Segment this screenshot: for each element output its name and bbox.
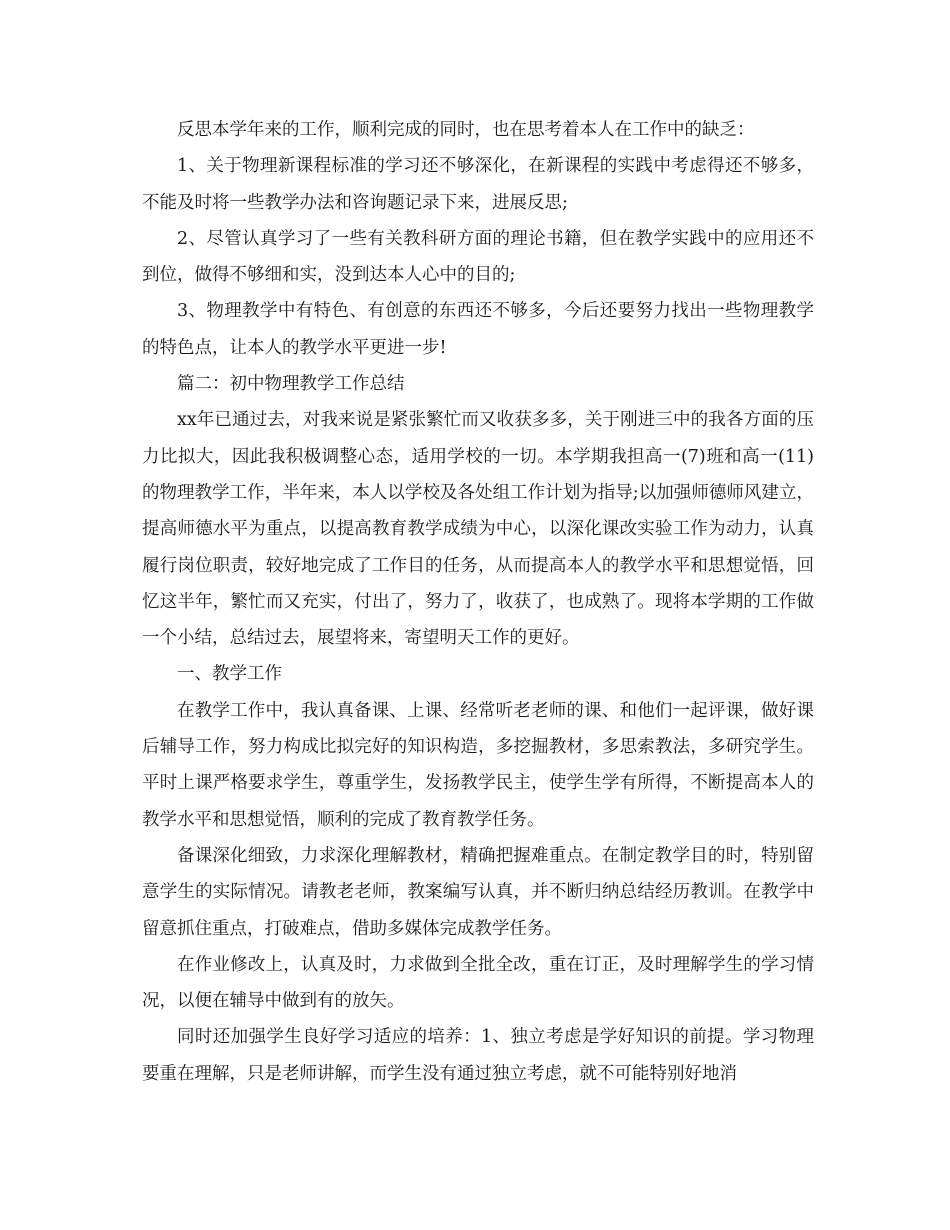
- document-page: [142, 112, 814, 1092]
- paragraph-homework: 在作业修改上，认真及时，力求做到全批全改，重在订正，及时理解学生的学习情况，以便在辅导中做到有的放矢。: [142, 954, 814, 1012]
- paragraph-reflection-intro: 反思本学年来的工作，顺利完成的同时，也在思考着本人在工作中的缺乏：: [177, 120, 755, 140]
- paragraph-point-2: 2、尽管认真学习了一些有关教科研方面的理论书籍，但在教学实践中的应用还不到位，做得不够细和实，没到达本人心中的目的;: [142, 228, 814, 286]
- section-heading-teaching-work: 一、教学工作: [177, 664, 282, 685]
- paragraph-point-1: 1、关于物理新课程标准的学习还不够深化，在新课程的实践中考虑得还不够多，不能及时将一些教学办法和咨询题记录下来，进展反思;: [142, 156, 814, 213]
- paragraph-study-habits: 同时还加强学生良好学习适应的培养：1、独立考虑是学好知识的前提。学习物理要重在理解，只是老师讲解，而学生没有通过独立考虑，就不可能特别好地消: [142, 1027, 814, 1084]
- paragraph-year-summary: xx年已通过去，对我来说是紧张繁忙而又收获多多，关于刚进三中的我各方面的压力比拟大，因此我积极调整心态，适用学校的一切。本学期我担高一(7)班和高一(11)的物理教学工作，半年来，本人以学校及各处组工作计划为指导;以加强师德师风建立，提高师德水平为重点，以提高教育教学成绩为中心，以深化课改实验工作为动力，认真履行岗位职责，较好地完成了工作目的任务，从而提高本人的教学水平和思想觉悟，回忆这半年，繁忙而又充实，付出了，努力了，收获了，也成熟了。现将本学期的工作做一个小结，总结过去，展望将来，寄望明天工作的更好。: [142, 410, 814, 649]
- section-heading-part-two: 篇二：初中物理教学工作总结: [177, 374, 405, 395]
- paragraph-point-3: 3、物理教学中有特色、有创意的东西还不够多，今后还要努力找出一些物理教学的特色点，让本人的教学水平更进一步!: [142, 301, 814, 358]
- paragraph-lesson-prep: 备课深化细致，力求深化理解教材，精确把握难重点。在制定教学目的时，特别留意学生的实际情况。请教老老师，教案编写认真，并不断归纳总结经历教训。在教学中留意抓住重点，打破难点，借助多媒体完成教学任务。: [142, 845, 814, 939]
- paragraph-teaching-work: 在教学工作中，我认真备课、上课、经常听老老师的课、和他们一起评课，做好课后辅导工作，努力构成比拟完好的知识构造，多挖掘教材，多思索教法，多研究学生。平时上课严格要求学生，尊重学生，发扬教学民主，使学生学有所得，不断提高本人的教学水平和思想觉悟，顺利的完成了教育教学任务。: [142, 700, 814, 830]
